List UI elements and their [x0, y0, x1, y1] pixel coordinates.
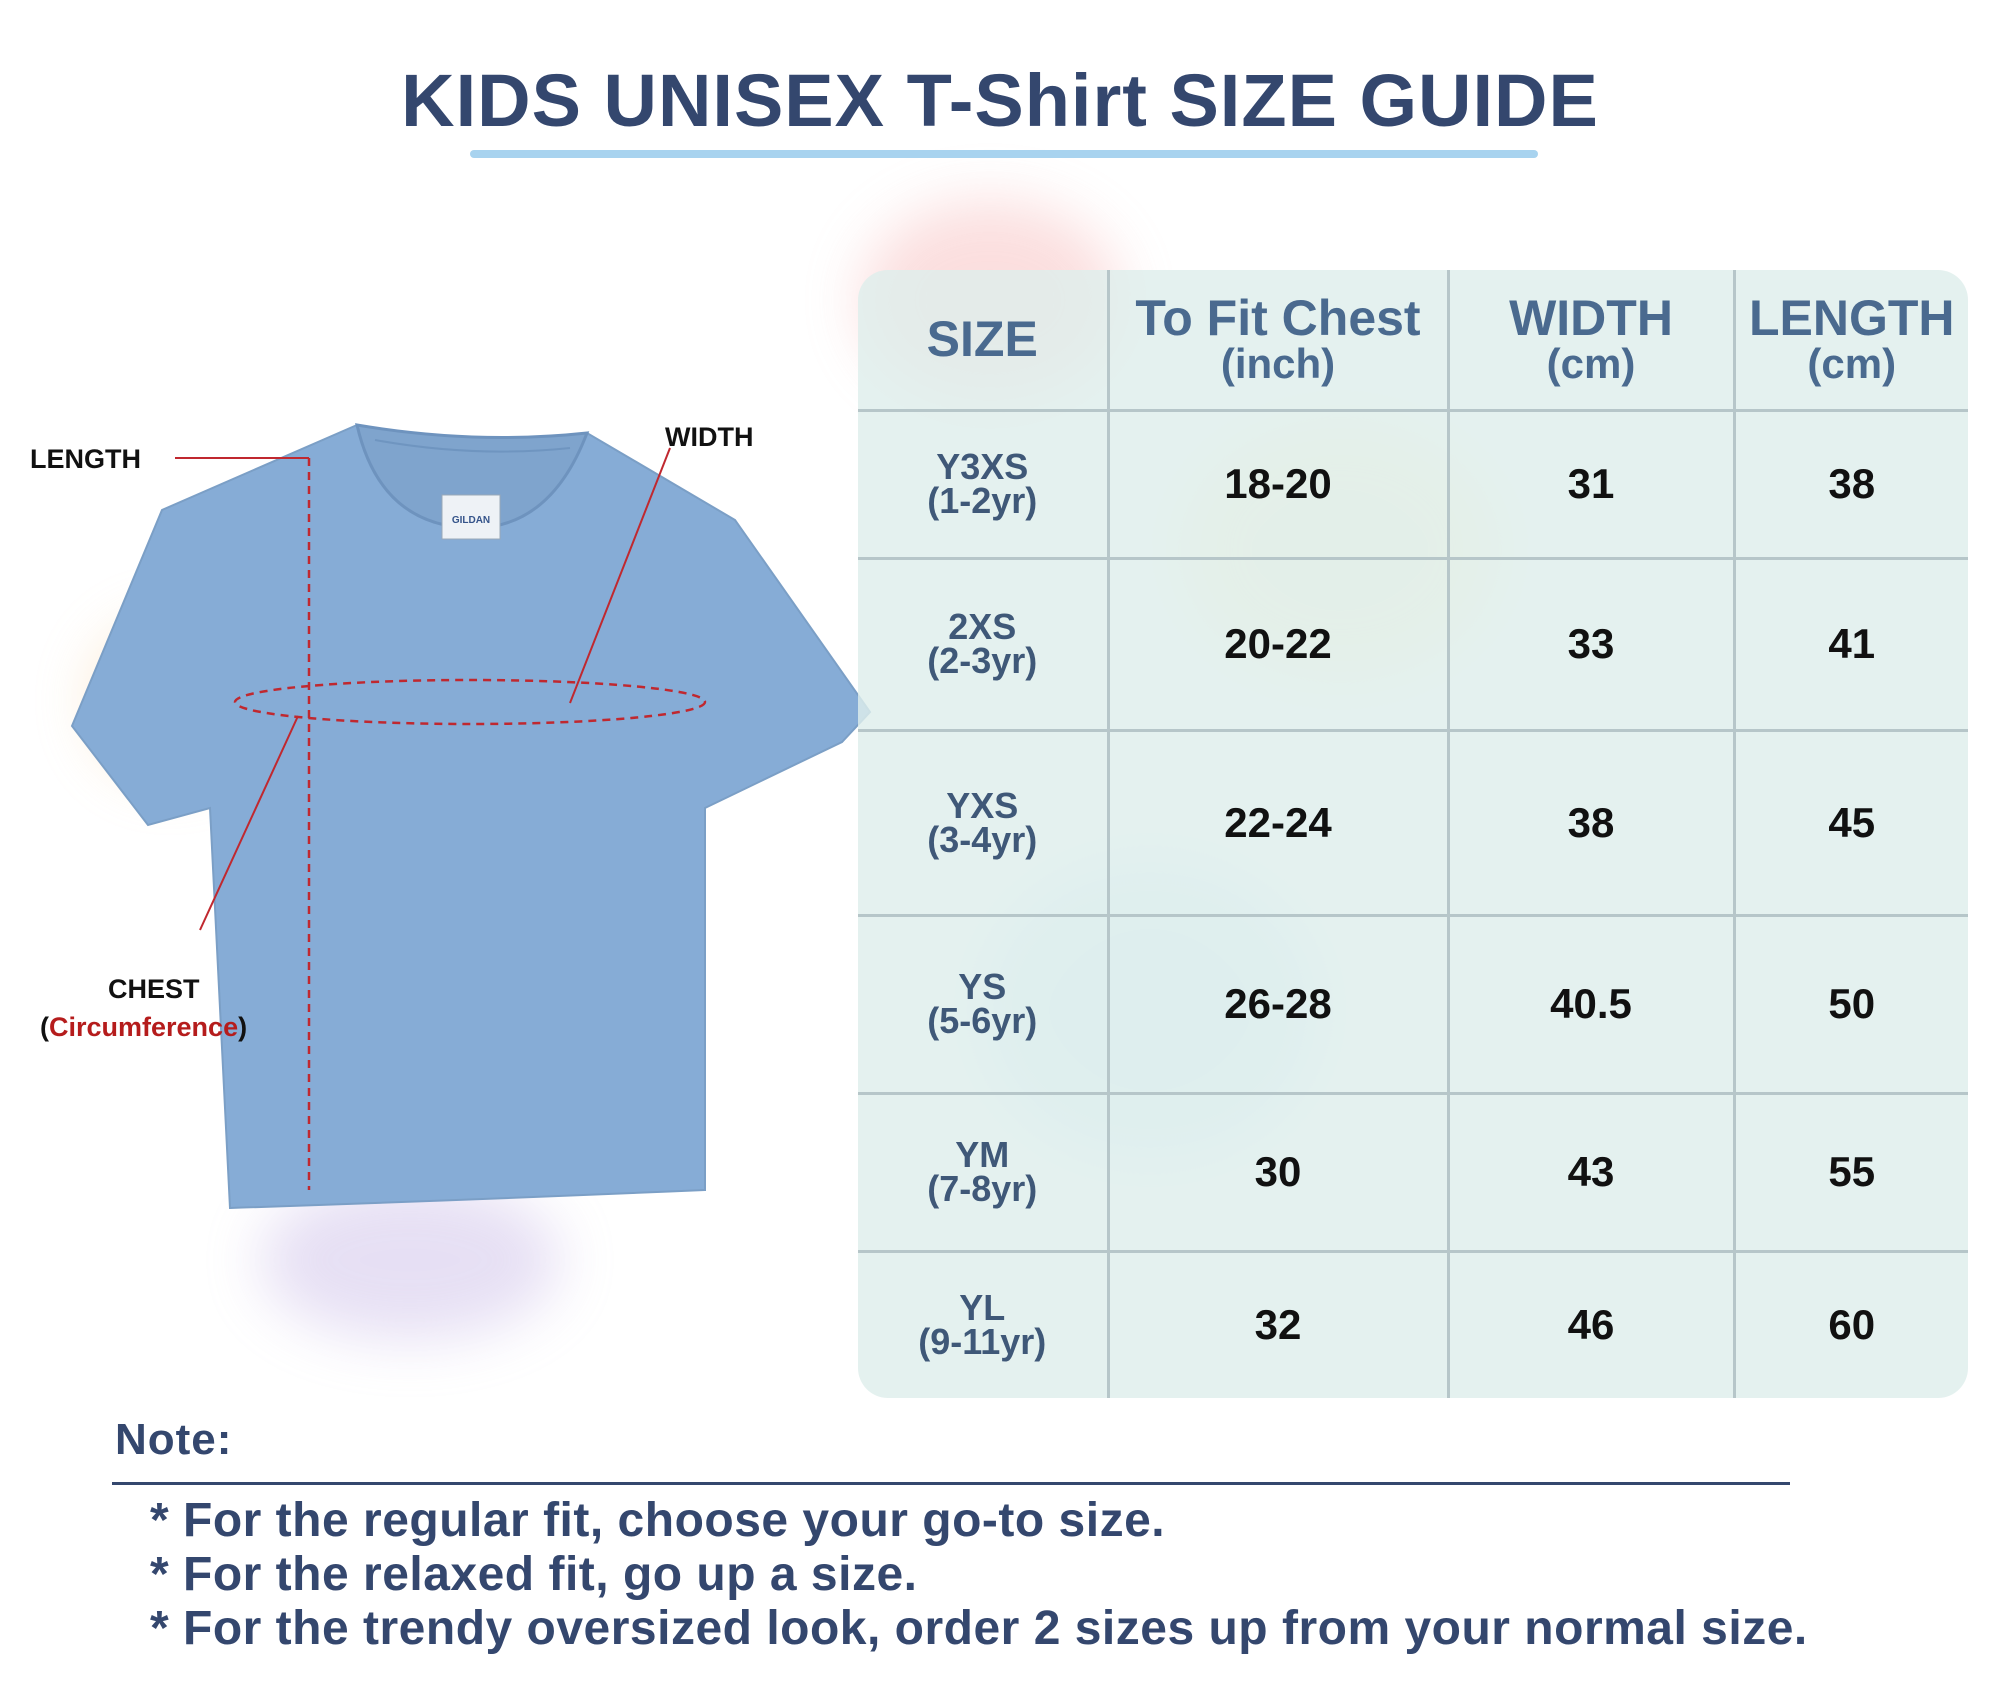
circumference-text: Circumference: [49, 1012, 239, 1042]
chest-label: CHEST: [108, 974, 200, 1004]
size-cell: [858, 1251, 1108, 1398]
size-age: (9-11yr): [918, 1321, 1047, 1363]
header-length-unit: (cm): [1807, 340, 1897, 388]
size-age: (3-4yr): [927, 818, 1038, 860]
table-row: [858, 1251, 1968, 1398]
header-length-label: LENGTH: [1748, 290, 1955, 347]
tshirt-illustration: [30, 400, 890, 1220]
note-item: * For the trendy oversized look, order 2 sizes up from your normal size.: [150, 1602, 1808, 1655]
width-cell: 46: [1448, 1251, 1734, 1398]
table-row: [858, 915, 1968, 1093]
header-chest: [1108, 270, 1448, 410]
page-title: KIDS UNISEX T-Shirt SIZE GUIDE: [401, 59, 1599, 142]
header-width: [1448, 270, 1734, 410]
chest-cell: 30: [1108, 1093, 1448, 1251]
width-cell: 43: [1448, 1093, 1734, 1251]
chest-cell: 22-24: [1108, 730, 1448, 915]
header-chest-unit: (inch): [1220, 340, 1336, 388]
width-cell: 31: [1448, 410, 1734, 558]
header-chest-label: To Fit Chest: [1135, 290, 1421, 347]
header-length: [1734, 270, 1968, 410]
chest-cell: 26-28: [1108, 915, 1448, 1093]
size-code: YL: [959, 1287, 1006, 1329]
length-cell: 38: [1734, 410, 1968, 558]
size-cell: [858, 730, 1108, 915]
header-size-label: SIZE: [926, 311, 1038, 368]
header-width-unit: (cm): [1546, 340, 1636, 388]
size-code: YXS: [946, 784, 1019, 826]
size-code: YS: [958, 966, 1007, 1007]
size-age: (7-8yr): [927, 1168, 1038, 1209]
width-cell: 38: [1448, 730, 1734, 915]
table-header-row: [858, 270, 1968, 410]
size-age: (2-3yr): [927, 640, 1038, 681]
table-row: [858, 558, 1968, 730]
note-divider: [112, 1482, 1790, 1485]
length-cell: 55: [1734, 1093, 1968, 1251]
size-age: (5-6yr): [927, 1000, 1038, 1041]
header-width-label: WIDTH: [1509, 290, 1673, 347]
table-row: [858, 1093, 1968, 1251]
size-code: 2XS: [948, 606, 1017, 647]
length-label: LENGTH: [30, 444, 141, 474]
note-list: [150, 1494, 1808, 1656]
size-table: [858, 270, 1968, 1398]
note-item: * For the regular fit, choose your go-to size.: [150, 1494, 1166, 1547]
size-cell: [858, 1093, 1108, 1251]
header-size: [858, 270, 1108, 410]
size-cell: [858, 915, 1108, 1093]
table-row: [858, 730, 1968, 915]
width-cell: 40.5: [1448, 915, 1734, 1093]
chest-circumference-label: [40, 1012, 247, 1043]
size-code: Y3XS: [936, 446, 1029, 487]
paren-close: ): [238, 1012, 248, 1042]
length-cell: 60: [1734, 1251, 1968, 1398]
chest-cell: 32: [1108, 1251, 1448, 1398]
length-cell: 45: [1734, 730, 1968, 915]
length-cell: 41: [1734, 558, 1968, 730]
paren-open: (: [40, 1012, 49, 1042]
tag-text: GILDAN: [451, 515, 491, 526]
width-label: WIDTH: [665, 422, 754, 452]
title-underline: [470, 150, 1538, 158]
chest-cell: 18-20: [1108, 410, 1448, 558]
length-cell: 50: [1734, 915, 1968, 1093]
note-item: * For the relaxed fit, go up a size.: [150, 1548, 918, 1601]
width-cell: 33: [1448, 558, 1734, 730]
size-cell: [858, 410, 1108, 558]
tshirt-body: [72, 425, 870, 1208]
size-code: YM: [955, 1134, 1010, 1175]
table-row: [858, 410, 1968, 558]
chest-cell: 20-22: [1108, 558, 1448, 730]
size-age: (1-2yr): [927, 480, 1038, 521]
note-title: Note:: [115, 1415, 233, 1464]
size-cell: [858, 558, 1108, 730]
